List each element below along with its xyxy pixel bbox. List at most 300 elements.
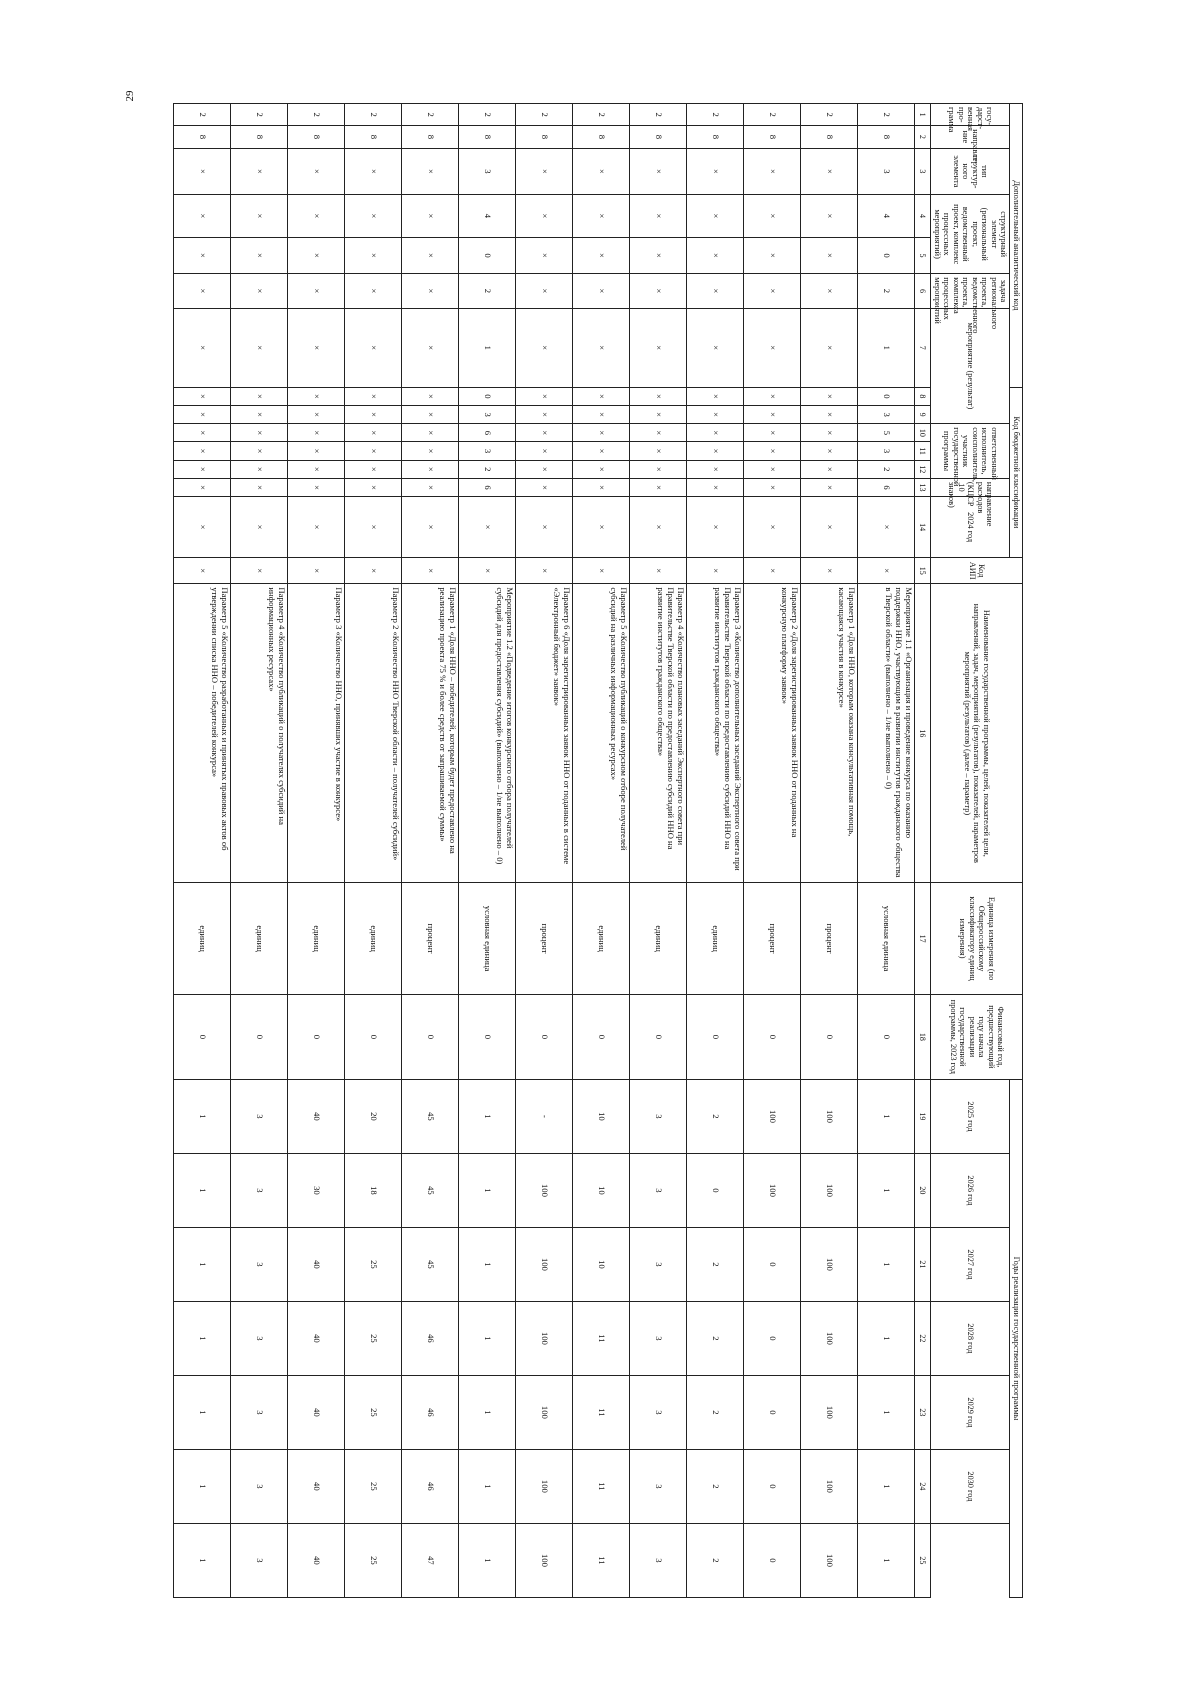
year-value: 3 [630, 1153, 687, 1227]
row-name: Мероприятие 1.1 «Организация и проведение конкурса по оказанию поддержки ННО, участвующим в развитии институтов гражданского общества в Тверской области» (выполнено – 1/не выполнено – 0) [858, 584, 915, 883]
header-fin-year: Финансовый год, предшествующий году начала реализации государственной программы, 2023 год [931, 994, 1023, 1079]
code-cell: × [174, 460, 231, 478]
year-value: 2 [687, 1301, 744, 1375]
table-row [231, 104, 288, 1598]
year-value: 25 [345, 1523, 402, 1597]
code-cell: 8 [459, 126, 516, 148]
row-unit: единиц [573, 883, 630, 994]
code-cell: × [687, 405, 744, 423]
code-cell: 2 [402, 104, 459, 126]
code-cell: 2 [174, 104, 231, 126]
year-value: 1 [174, 1227, 231, 1301]
row-name: Параметр 5 «Количество публикаций о конкурсном отборе получателей субсидий на различных информационных ресурсах» [573, 584, 630, 883]
year-value: 40 [288, 1523, 345, 1597]
header-name: Наименование государственной программы, целей, показателей цели, направлений, задач, мероприятий (результатов), показателей, параметров мероприятий (результатов) (далее – параметр) [931, 584, 1023, 883]
code-cell: × [402, 558, 459, 584]
code-cell: × [231, 442, 288, 460]
code-cell: × [687, 274, 744, 308]
year-value: 2 [687, 1523, 744, 1597]
year-value: 25 [345, 1227, 402, 1301]
code-cell: × [402, 497, 459, 558]
code-cell: × [174, 195, 231, 238]
year-value: 18 [345, 1153, 402, 1227]
column-number: 12 [915, 460, 931, 478]
code-cell: 2 [516, 104, 573, 126]
header-zadacha: задача регионального проекта, ведомственного проекта, комплекса процессных мероприятий [931, 274, 1010, 308]
code-cell: × [402, 195, 459, 238]
code-cell: × [288, 460, 345, 478]
column-number: 18 [915, 994, 931, 1079]
year-value: 45 [402, 1153, 459, 1227]
column-number: 6 [915, 274, 931, 308]
row-name: Параметр 1 «Доля ННО, которым оказана консультативная помощь, касающаяся участия в конкурсе» [801, 584, 858, 883]
code-cell: × [288, 497, 345, 558]
column-number: 9 [915, 405, 931, 423]
table-row [345, 104, 402, 1598]
code-cell: × [174, 387, 231, 405]
code-cell: × [744, 387, 801, 405]
year-value: 2 [687, 1227, 744, 1301]
row-base-value: 0 [687, 994, 744, 1079]
year-value: 3 [231, 1301, 288, 1375]
rotated-table-container [173, 103, 1023, 1598]
code-cell: 1 [858, 308, 915, 387]
code-cell: × [801, 387, 858, 405]
code-cell: × [630, 478, 687, 496]
table-row [687, 104, 744, 1598]
row-base-value: 0 [801, 994, 858, 1079]
year-value: 100 [801, 1375, 858, 1449]
code-cell: × [288, 442, 345, 460]
code-cell: × [459, 558, 516, 584]
code-cell: × [744, 558, 801, 584]
code-cell: 2 [345, 104, 402, 126]
table-row [459, 104, 516, 1598]
year-value: 11 [573, 1301, 630, 1375]
code-cell: × [516, 308, 573, 387]
code-cell: × [687, 460, 744, 478]
column-number: 13 [915, 478, 931, 496]
row-base-value: 0 [573, 994, 630, 1079]
year-value: 3 [630, 1449, 687, 1523]
year-value: 20 [345, 1079, 402, 1153]
year-value: 0 [744, 1375, 801, 1449]
code-cell: × [402, 308, 459, 387]
code-cell: × [174, 424, 231, 442]
row-base-value: 0 [174, 994, 231, 1079]
row-base-value: 0 [402, 994, 459, 1079]
year-value: 3 [630, 1227, 687, 1301]
row-base-value: 0 [516, 994, 573, 1079]
code-cell: × [687, 148, 744, 195]
code-cell: × [288, 308, 345, 387]
code-cell: 2 [858, 460, 915, 478]
code-cell: 2 [858, 104, 915, 126]
year-value: 0 [744, 1227, 801, 1301]
row-name: Параметр 1 «Доля ННО – победителей, которым будет предоставлено на реализацию проекта 75 % и более средств от запрашиваемой суммы» [402, 584, 459, 883]
code-cell: × [687, 478, 744, 496]
code-cell: × [744, 442, 801, 460]
code-cell: × [687, 424, 744, 442]
year-value: 1 [858, 1523, 915, 1597]
code-cell: × [858, 558, 915, 584]
code-cell: 3 [858, 148, 915, 195]
column-number: 10 [915, 424, 931, 442]
year-value: 1 [174, 1523, 231, 1597]
code-cell: × [630, 558, 687, 584]
code-cell: × [630, 424, 687, 442]
code-cell: × [288, 558, 345, 584]
code-cell: × [630, 497, 687, 558]
code-cell: 2 [630, 104, 687, 126]
row-name: Параметр 3 «Количество ННО, принявших участие в конкурсе» [288, 584, 345, 883]
code-cell: × [516, 148, 573, 195]
code-cell: 3 [858, 405, 915, 423]
header-year: 2025 год [931, 1079, 1010, 1153]
year-value: 11 [573, 1523, 630, 1597]
row-name: Параметр 6 «Доля зарегистрированных заявок ННО от поданных в системе «Электронный бюджет» заявок» [516, 584, 573, 883]
code-cell: 8 [858, 126, 915, 148]
column-number: 2 [915, 126, 931, 148]
code-cell: 8 [402, 126, 459, 148]
row-base-value: 0 [231, 994, 288, 1079]
column-number: 1 [915, 104, 931, 126]
row-unit: процент [402, 883, 459, 994]
code-cell: × [288, 274, 345, 308]
code-cell: × [630, 148, 687, 195]
code-cell: × [516, 442, 573, 460]
code-cell: 3 [858, 442, 915, 460]
year-value: 1 [174, 1301, 231, 1375]
column-number: 8 [915, 387, 931, 405]
code-cell: × [744, 148, 801, 195]
code-cell: × [801, 148, 858, 195]
code-cell: × [345, 478, 402, 496]
table-row [174, 104, 231, 1598]
year-value: 3 [231, 1153, 288, 1227]
row-unit: единиц [630, 883, 687, 994]
code-cell: × [345, 424, 402, 442]
year-value: 40 [288, 1375, 345, 1449]
code-cell: × [516, 478, 573, 496]
row-name: Параметр 3 «Количество дополнительных заседаний Экспертного совета при Правительстве Тверской области по предоставлению субсидий ННО на развитие институтов гражданского общества» [687, 584, 744, 883]
code-cell: 8 [516, 126, 573, 148]
code-cell: 6 [459, 478, 516, 496]
code-cell: 2 [459, 460, 516, 478]
year-value: 3 [630, 1523, 687, 1597]
code-cell: × [231, 405, 288, 423]
code-cell: × [345, 442, 402, 460]
code-cell: × [516, 558, 573, 584]
year-value: 25 [345, 1375, 402, 1449]
code-cell: × [288, 405, 345, 423]
table-row [744, 104, 801, 1598]
column-number: 15 [915, 558, 931, 584]
code-cell: 2 [573, 104, 630, 126]
code-cell: 8 [630, 126, 687, 148]
code-cell: × [573, 387, 630, 405]
year-value: 1 [174, 1449, 231, 1523]
table-row [402, 104, 459, 1598]
year-value: 47 [402, 1523, 459, 1597]
code-cell: × [687, 497, 744, 558]
code-cell: × [573, 195, 630, 238]
column-number: 7 [915, 308, 931, 387]
code-cell: × [573, 148, 630, 195]
year-value: 0 [744, 1449, 801, 1523]
year-value: 1 [459, 1079, 516, 1153]
code-cell: × [801, 558, 858, 584]
code-cell: 0 [858, 387, 915, 405]
code-cell: × [516, 424, 573, 442]
code-cell: × [801, 308, 858, 387]
code-cell: × [288, 478, 345, 496]
code-cell: × [345, 460, 402, 478]
row-base-value: 0 [345, 994, 402, 1079]
header-year: 2028 год [931, 1301, 1010, 1375]
code-cell: 5 [858, 424, 915, 442]
code-cell: 2 [288, 104, 345, 126]
code-cell: × [744, 308, 801, 387]
year-value: 3 [231, 1227, 288, 1301]
year-value: 11 [573, 1375, 630, 1449]
code-cell: × [231, 195, 288, 238]
code-cell: 0 [459, 387, 516, 405]
code-cell: × [402, 478, 459, 496]
row-unit: условная единица [858, 883, 915, 994]
code-cell: × [573, 237, 630, 273]
year-value: 100 [801, 1079, 858, 1153]
code-cell: × [630, 460, 687, 478]
year-value: 1 [858, 1375, 915, 1449]
code-cell: × [516, 497, 573, 558]
column-number: 16 [915, 584, 931, 883]
header-kod-aip: Код АИП [931, 558, 1023, 584]
code-cell: 8 [174, 126, 231, 148]
year-value: 2 [687, 1375, 744, 1449]
code-cell: 8 [744, 126, 801, 148]
code-cell: × [744, 195, 801, 238]
row-base-value: 0 [288, 994, 345, 1079]
year-value: 1 [858, 1301, 915, 1375]
year-value: 40 [288, 1301, 345, 1375]
code-cell: × [174, 442, 231, 460]
year-value: 3 [231, 1523, 288, 1597]
code-cell: × [402, 148, 459, 195]
code-cell: × [231, 478, 288, 496]
code-cell: × [687, 308, 744, 387]
year-value: 100 [801, 1301, 858, 1375]
code-cell: × [744, 460, 801, 478]
year-value: 3 [630, 1301, 687, 1375]
year-value: 46 [402, 1375, 459, 1449]
code-cell: × [516, 405, 573, 423]
column-number: 24 [915, 1449, 931, 1523]
row-name: Параметр 4 «Количество плановых заседаний Экспертного совета при Правительстве Тверской области по предоставлению субсидий ННО на развитие институтов гражданского общества» [630, 584, 687, 883]
year-value: 100 [516, 1375, 573, 1449]
code-cell: × [801, 195, 858, 238]
year-value: 25 [345, 1301, 402, 1375]
code-cell: 3 [459, 148, 516, 195]
code-cell: × [174, 405, 231, 423]
code-cell: × [744, 405, 801, 423]
year-value: 100 [744, 1079, 801, 1153]
year-value: 100 [516, 1153, 573, 1227]
code-cell: × [459, 497, 516, 558]
year-value: 100 [801, 1153, 858, 1227]
code-cell: × [231, 387, 288, 405]
code-cell: × [687, 442, 744, 460]
year-value: 100 [801, 1227, 858, 1301]
code-cell: × [516, 460, 573, 478]
code-cell: 4 [459, 195, 516, 238]
column-number: 23 [915, 1375, 931, 1449]
row-base-value: 0 [459, 994, 516, 1079]
code-cell: × [174, 237, 231, 273]
row-name: Параметр 2 «Количество ННО Тверской области – получателей субсидий» [345, 584, 402, 883]
code-cell: × [345, 558, 402, 584]
header-year: 2024 год [931, 497, 1010, 558]
column-number: 11 [915, 442, 931, 460]
code-cell: 8 [231, 126, 288, 148]
code-cell: × [630, 308, 687, 387]
code-cell: × [573, 424, 630, 442]
code-cell: × [687, 558, 744, 584]
year-value: 1 [459, 1301, 516, 1375]
code-cell: × [288, 424, 345, 442]
code-cell: × [573, 558, 630, 584]
year-value: 1 [858, 1079, 915, 1153]
code-cell: 8 [345, 126, 402, 148]
code-cell: × [345, 195, 402, 238]
row-name: Параметр 2 «Доля зарегистрированных заявок ННО от поданных на конкурсную платформу заявок» [744, 584, 801, 883]
header-struct: структурный элемент (региональный проект, ведомственный проект, комплекс процессных мероприятий) [931, 195, 1010, 274]
code-cell: × [345, 148, 402, 195]
code-cell: × [516, 387, 573, 405]
header-budget-code: Код бюджетной классификации [1010, 387, 1023, 557]
code-cell: 6 [459, 424, 516, 442]
row-unit: единиц [687, 883, 744, 994]
code-cell: × [231, 460, 288, 478]
row-name: Параметр 5 «Количество разработанных и принятых правовых актов об утверждении списка ННО – победителей конкурса» [174, 584, 231, 883]
code-cell: × [288, 237, 345, 273]
year-value: 0 [687, 1153, 744, 1227]
header-meropr: мероприятие (результат) [931, 308, 1010, 424]
column-number: 19 [915, 1079, 931, 1153]
header-otv: ответственный исполнитель, соисполнитель, участник государственной программы [931, 424, 1010, 479]
column-number: 21 [915, 1227, 931, 1301]
code-cell: × [573, 460, 630, 478]
code-cell: × [231, 148, 288, 195]
year-value: 1 [858, 1449, 915, 1523]
year-value: 1 [459, 1449, 516, 1523]
code-cell: × [744, 274, 801, 308]
year-value: 0 [744, 1523, 801, 1597]
column-number: 4 [915, 195, 931, 238]
header-gp: госу-дарст-венная про-грамма [931, 104, 1010, 126]
year-value: 25 [345, 1449, 402, 1523]
year-value: 1 [174, 1153, 231, 1227]
code-cell: 2 [459, 274, 516, 308]
table-row [858, 104, 915, 1598]
table-row [630, 104, 687, 1598]
year-value: 40 [288, 1079, 345, 1153]
code-cell: × [288, 148, 345, 195]
code-cell: × [174, 274, 231, 308]
year-value: 0 [744, 1301, 801, 1375]
code-cell: 0 [858, 237, 915, 273]
year-value: 100 [516, 1449, 573, 1523]
year-value: 1 [174, 1079, 231, 1153]
code-cell: × [402, 424, 459, 442]
code-cell: × [231, 237, 288, 273]
code-cell: × [402, 237, 459, 273]
code-cell: × [744, 478, 801, 496]
year-value: 3 [630, 1375, 687, 1449]
code-cell: 8 [573, 126, 630, 148]
code-cell: × [744, 424, 801, 442]
header-unit: Единица измерения (по Общероссийскому классификатору единиц измерения) [931, 883, 1023, 994]
code-cell: 1 [459, 308, 516, 387]
code-cell: × [345, 274, 402, 308]
code-cell: × [801, 237, 858, 273]
header-year: 2026 год [931, 1153, 1010, 1227]
program-table [173, 103, 1023, 1598]
year-value: - [516, 1079, 573, 1153]
row-base-value: 0 [858, 994, 915, 1079]
code-cell: 6 [858, 478, 915, 496]
code-cell: × [630, 237, 687, 273]
code-cell: × [573, 405, 630, 423]
code-cell: 2 [801, 104, 858, 126]
header-year: 2030 год [931, 1449, 1010, 1523]
code-cell: × [288, 195, 345, 238]
code-cell: × [402, 460, 459, 478]
code-cell: × [858, 497, 915, 558]
row-unit: единиц [288, 883, 345, 994]
code-cell: × [744, 497, 801, 558]
code-cell: × [687, 387, 744, 405]
code-cell: × [801, 442, 858, 460]
row-base-value: 0 [630, 994, 687, 1079]
code-cell: × [174, 148, 231, 195]
header-years-group: Годы реализации государственной программы [1010, 1079, 1023, 1597]
code-cell: × [801, 274, 858, 308]
row-unit: единиц [231, 883, 288, 994]
column-number: 22 [915, 1301, 931, 1375]
year-value: 1 [459, 1227, 516, 1301]
year-value: 40 [288, 1449, 345, 1523]
code-cell: × [402, 405, 459, 423]
year-value: 30 [288, 1153, 345, 1227]
row-unit: процент [516, 883, 573, 994]
code-cell: × [174, 558, 231, 584]
code-cell: × [516, 237, 573, 273]
code-cell: 2 [687, 104, 744, 126]
table-row [801, 104, 858, 1598]
year-value: 3 [231, 1079, 288, 1153]
header-analytic-code: Дополнительный аналитический код [1010, 104, 1023, 388]
row-unit: процент [801, 883, 858, 994]
year-value: 2 [687, 1449, 744, 1523]
year-value: 40 [288, 1227, 345, 1301]
code-cell: × [573, 308, 630, 387]
code-cell: × [516, 195, 573, 238]
code-cell: × [687, 237, 744, 273]
code-cell: × [516, 274, 573, 308]
code-cell: 4 [858, 195, 915, 238]
header-year: 2027 год [931, 1227, 1010, 1301]
